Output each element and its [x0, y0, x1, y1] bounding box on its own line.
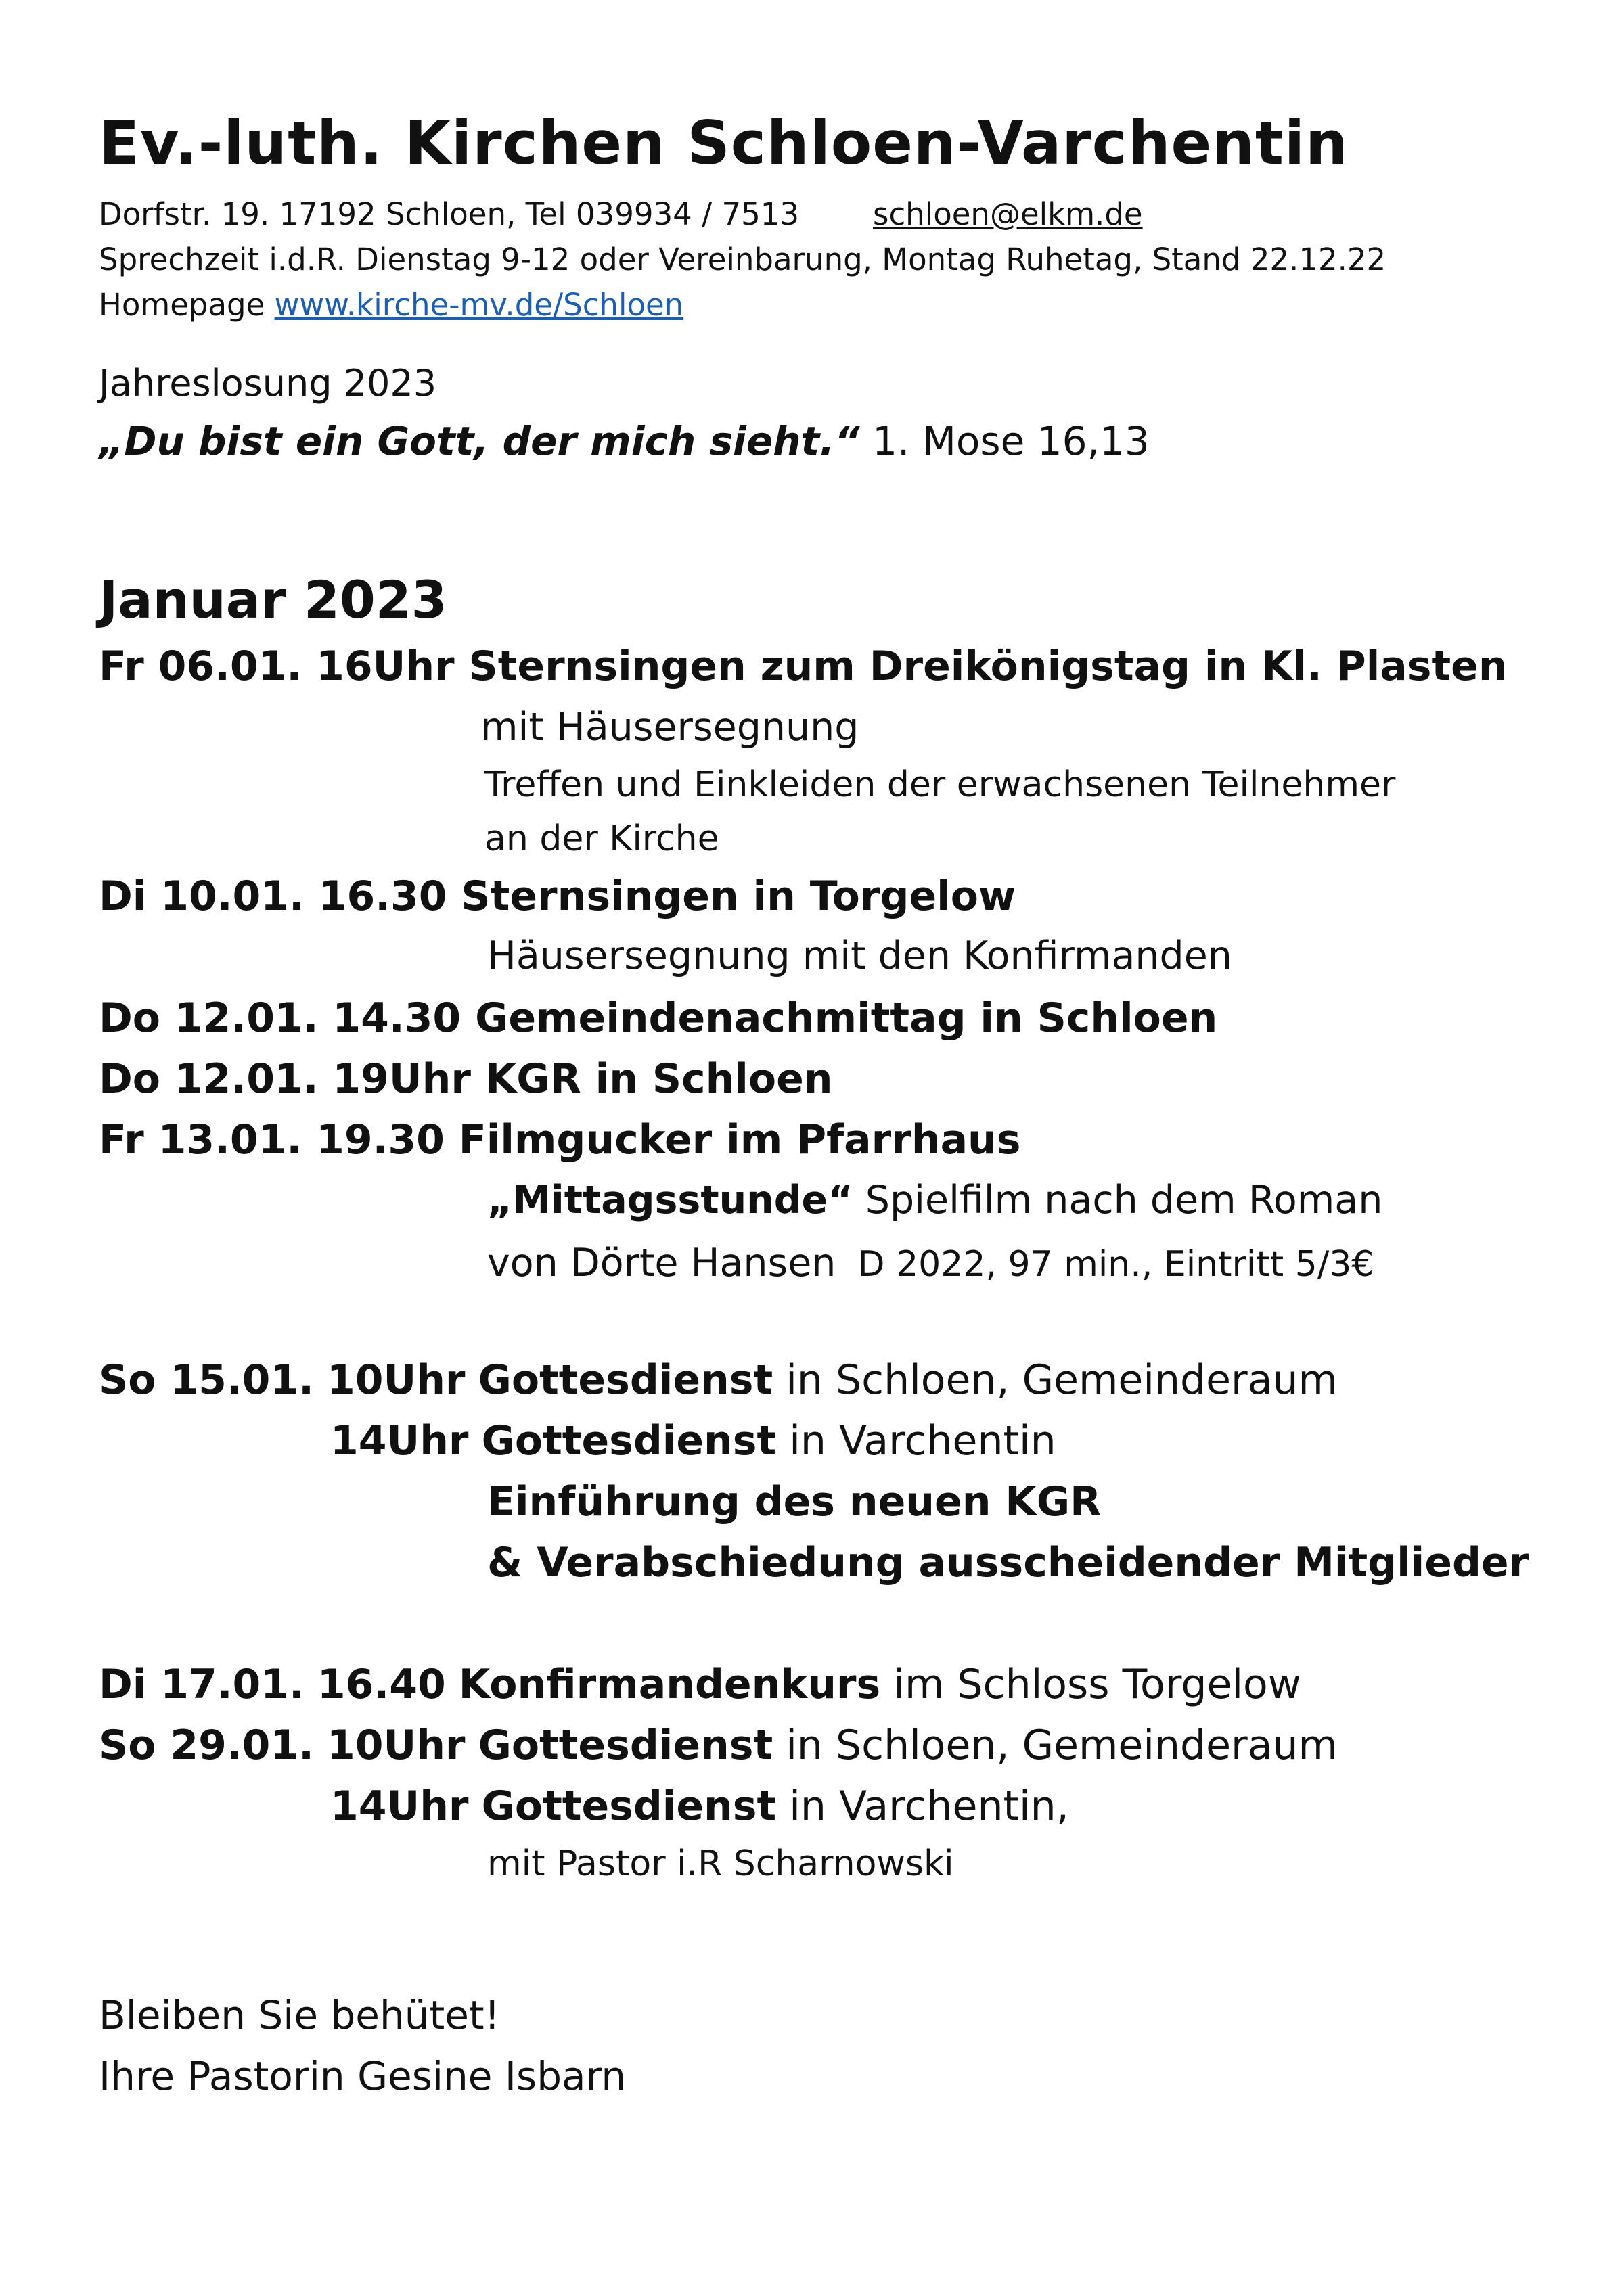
- event-time: 19.30: [316, 1116, 445, 1164]
- event-date: Do 12.01.: [99, 1055, 319, 1103]
- homepage-link[interactable]: www.kirche-mv.de/Schloen: [274, 287, 684, 323]
- event-detail: mit Häusersegnung: [480, 705, 859, 750]
- event-time: 14Uhr: [330, 1417, 469, 1465]
- event-detail: [487, 1241, 1374, 1285]
- event-note: Einführung des neuen KGR: [487, 1478, 1102, 1525]
- event-row: [99, 1116, 1020, 1164]
- event-row: [99, 1722, 1338, 1769]
- event-detail: an der Kirche: [484, 819, 719, 859]
- film-description: Spielfilm nach dem Roman: [865, 1178, 1383, 1222]
- page-title: Ev.-luth. Kirchen Schloen-Varchentin: [99, 108, 1349, 178]
- event-title: Sternsingen in Torgelow: [461, 873, 1016, 920]
- event-time: 10Uhr: [326, 1356, 466, 1404]
- event-time: 16.40: [317, 1661, 446, 1708]
- event-title: Gemeindenachmittag in Schloen: [475, 994, 1218, 1042]
- address: Dorfstr. 19. 17192 Schloen, Tel 039934 / 7513: [99, 196, 799, 232]
- event-date: Fr 06.01.: [99, 643, 302, 690]
- closing-greeting: Bleiben Sie behütet!: [99, 1992, 500, 2038]
- event-date: Fr 13.01.: [99, 1116, 302, 1164]
- event-note: mit Pastor i.R Scharnowski: [487, 1843, 954, 1884]
- event-time: 14.30: [332, 994, 461, 1042]
- event-row: [99, 873, 1016, 920]
- event-date: So 15.01.: [99, 1356, 314, 1404]
- event-time: 16Uhr: [316, 643, 455, 690]
- event-place: in Varchentin,: [789, 1783, 1069, 1830]
- event-title: Gottesdienst: [478, 1722, 773, 1769]
- event-title: Gottesdienst: [478, 1356, 773, 1404]
- homepage-label: Homepage: [99, 287, 265, 323]
- email-link[interactable]: schloen@elkm.de: [873, 196, 1143, 232]
- email-wrapper: [873, 196, 1143, 232]
- event-date: Di 17.01.: [99, 1661, 304, 1708]
- address-line: [99, 196, 799, 232]
- event-title: KGR in Schloen: [484, 1055, 833, 1103]
- event-place: in Varchentin: [789, 1417, 1056, 1465]
- event-title: Sternsingen zum Dreikönigstag in Kl. Plasten: [468, 643, 1508, 690]
- event-title: Gottesdienst: [481, 1783, 777, 1830]
- jahreslosung-reference: 1. Mose 16,13: [872, 418, 1150, 464]
- event-place: in Schloen, Gemeinderaum: [786, 1356, 1338, 1404]
- event-place: in Schloen, Gemeinderaum: [786, 1722, 1338, 1769]
- event-time: 14Uhr: [330, 1783, 469, 1830]
- event-title: Konfirmandenkurs: [458, 1661, 881, 1708]
- event-title: Filmgucker im Pfarrhaus: [458, 1116, 1021, 1164]
- event-detail: Häusersegnung mit den Konfirmanden: [487, 934, 1232, 978]
- closing-signature: Ihre Pastorin Gesine Isbarn: [99, 2053, 627, 2099]
- event-detail: Treffen und Einkleiden der erwachsenen Teilnehmer: [484, 764, 1396, 805]
- event-row: [99, 643, 1508, 690]
- film-author: von Dörte Hansen: [487, 1241, 836, 1285]
- event-row: [99, 1356, 1338, 1404]
- event-title: Gottesdienst: [481, 1417, 777, 1465]
- homepage-line: [99, 287, 683, 323]
- month-heading: Januar 2023: [99, 570, 447, 630]
- jahreslosung-label: Jahreslosung 2023: [99, 362, 437, 405]
- event-note: & Verabschiedung ausscheidender Mitglieder: [487, 1539, 1529, 1586]
- office-hours: Sprechzeit i.d.R. Dienstag 9-12 oder Vereinbarung, Montag Ruhetag, Stand 22.12.22: [99, 242, 1386, 277]
- jahreslosung-quote-line: [99, 418, 1150, 464]
- event-time: 16.30: [318, 873, 447, 920]
- event-row: [99, 994, 1217, 1042]
- event-detail: [487, 1178, 1382, 1222]
- event-row: [330, 1417, 1056, 1465]
- event-date: Di 10.01.: [99, 873, 304, 920]
- event-row: [330, 1783, 1069, 1830]
- event-time: 10Uhr: [326, 1722, 466, 1769]
- film-details: D 2022, 97 min., Eintritt 5/3€: [857, 1244, 1374, 1285]
- event-place: im Schloss Torgelow: [893, 1661, 1301, 1708]
- event-row: [99, 1661, 1301, 1708]
- film-title: „Mittagsstunde“: [487, 1178, 853, 1222]
- event-time: 19Uhr: [332, 1055, 471, 1103]
- jahreslosung-quote: „Du bist ein Gott, der mich sieht.“: [99, 418, 860, 464]
- event-date: Do 12.01.: [99, 994, 319, 1042]
- event-date: So 29.01.: [99, 1722, 314, 1769]
- event-row: [99, 1055, 833, 1103]
